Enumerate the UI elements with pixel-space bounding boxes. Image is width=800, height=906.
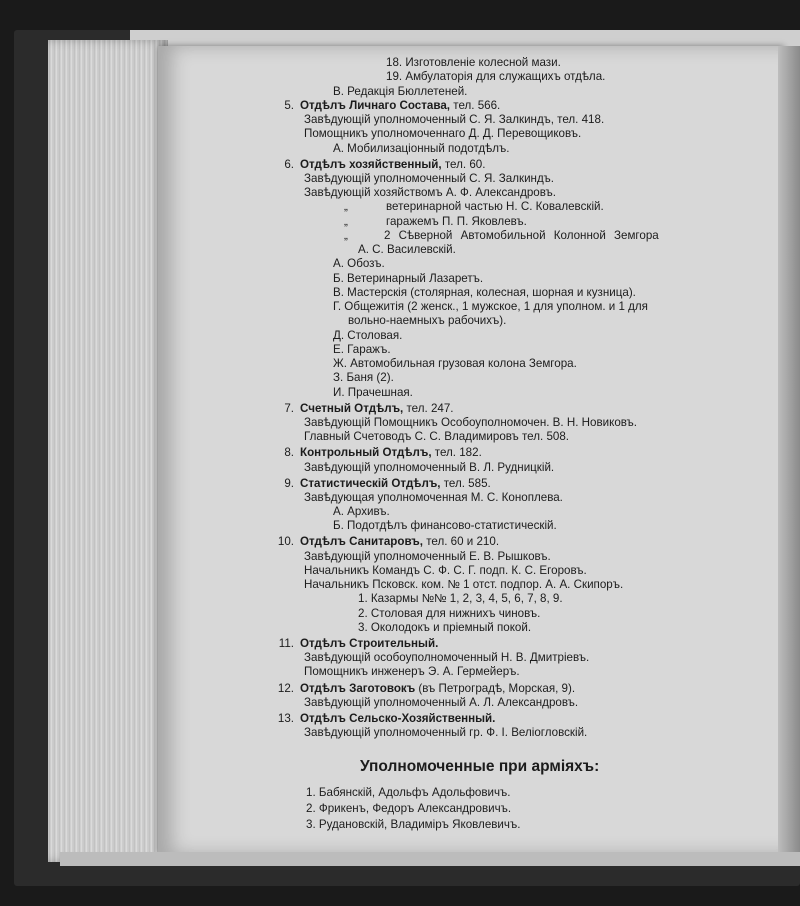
subsection-line: Ж. Автомобильная грузовая колона Земгора. <box>333 357 577 371</box>
section-number: 9. <box>284 476 294 490</box>
subsection-line: 3. Околодокъ и пріемный покой. <box>358 620 532 634</box>
subsection-line: И. Прачешная. <box>333 385 413 399</box>
section-heading: Отдѣлъ Сельско-Хозяйственный. <box>300 711 496 725</box>
section-line: Начальникъ Командъ С. Ф. С. Г. подп. К. С. Егоровъ. <box>304 563 587 577</box>
top-line: 19. Амбулаторія для служащихъ отдѣла. <box>386 70 606 84</box>
section-line: А. Мобилизаціонный подотдѣлъ. <box>333 141 510 155</box>
subsection-line: В. Мастерскія (столярная, колесная, шорная и кузница). <box>333 285 636 299</box>
armies-heading: Уполномоченные при арміяхъ: <box>360 758 600 775</box>
section-heading: Отдѣлъ Заготовокъ (въ Петроградѣ, Морская, 9). <box>300 681 576 695</box>
section-heading: Счетный Отдѣлъ, тел. 247. <box>300 401 454 415</box>
ditto-mark: „ <box>344 214 348 228</box>
subsection-line: Е. Гаражъ. <box>333 342 391 356</box>
top-line: 18. Изготовленіе колесной мази. <box>386 56 561 69</box>
section-heading: Отдѣлъ Строительный. <box>300 636 439 650</box>
section-line: Помощникъ инженеръ Э. А. Гермейеръ. <box>304 665 520 679</box>
section-line: Завѣдующій особоуполномоченный Н. В. Дмитріевъ. <box>304 651 590 665</box>
subsection-line: 2. Столовая для нижнихъ чиновъ. <box>358 606 541 620</box>
section-number: 6. <box>284 157 294 171</box>
section-number: 8. <box>284 446 294 460</box>
section-line: Завѣдующая уполномоченная М. С. Коноплева. <box>304 490 563 504</box>
section-line: Завѣдующій уполномоченный С. Я. Залкиндъ. <box>304 171 554 185</box>
section-line: ветеринарной частью Н. С. Ковалевскій. <box>386 200 604 214</box>
section-line: 2 Сѣверной Автомобильной Колонной Земгора <box>384 228 659 242</box>
section-line: Завѣдующій уполномоченный С. Я. Залкиндъ, тел. 418. <box>304 113 605 126</box>
subsection-line: А. Архивъ. <box>333 505 390 518</box>
section-heading: Статистическій Отдѣлъ, тел. 585. <box>300 476 491 490</box>
section-line: Завѣдующій уполномоченный Е. В. Рышковъ. <box>304 549 551 563</box>
section-line: Завѣдующій хозяйствомъ А. Ф. Александровъ. <box>304 186 556 200</box>
armies-item: 3. Рудановскій, Владиміръ Яковлевичъ. <box>306 818 521 831</box>
top-line: В. Редакція Бюллетеней. <box>333 84 468 98</box>
section-line: Завѣдующій Помощникъ Особоуполномочен. В. Н. Новиковъ. <box>304 415 638 429</box>
armies-item: 2. Фрикенъ, Федоръ Александровичъ. <box>306 802 512 815</box>
section-number: 10. <box>277 535 294 549</box>
section-line: Главный Счетоводъ С. С. Владимировъ тел. 508. <box>304 430 570 444</box>
section-heading: Отдѣлъ хозяйственный, тел. 60. <box>300 157 486 171</box>
ditto-mark: „ <box>344 228 348 242</box>
section-heading: Контрольный Отдѣлъ, тел. 182. <box>300 446 482 460</box>
subsection-line: Г. Общежитія (2 женск., 1 мужское, 1 для уполном. и 1 для <box>333 300 648 314</box>
ditto-mark: „ <box>344 200 348 214</box>
subsection-line: Б. Ветеринарный Лазаретъ. <box>333 271 484 285</box>
subsection-line: Б. Подотдѣлъ финансово-статистическій. <box>333 519 557 533</box>
armies-item: 1. Бабянскій, Адольфъ Адольфовичъ. <box>306 786 511 799</box>
section-line: Помощникъ уполномоченнаго Д. Д. Перевощиковъ. <box>304 127 582 141</box>
subsection-line: вольно-наемныхъ рабочихъ). <box>348 314 507 328</box>
section-line: Завѣдующій уполномоченный В. Л. Рудницкій. <box>304 460 555 474</box>
subsection-line: З. Баня (2). <box>333 371 394 385</box>
subsection-line: Д. Столовая. <box>333 328 403 342</box>
section-heading: Отдѣлъ Санитаровъ, тел. 60 и 210. <box>300 535 500 549</box>
section-number: 7. <box>284 401 294 415</box>
section-line: Завѣдующій уполномоченный А. Л. Александровъ. <box>304 695 579 709</box>
section-heading: Отдѣлъ Личнаго Состава, тел. 566. <box>300 98 501 112</box>
section-line: Завѣдующій уполномоченный гр. Ф. І. Веліогловскій. <box>304 726 588 739</box>
subsection-line: А. Обозъ. <box>333 257 385 271</box>
section-line: Начальникъ Псковск. ком. № 1 отст. подпор. А. А. Скипоръ. <box>304 578 624 592</box>
section-number: 12. <box>277 681 294 695</box>
section-number: 13. <box>277 711 294 725</box>
section-number: 5. <box>284 98 294 112</box>
section-line: А. С. Василевскій. <box>358 243 456 257</box>
section-number: 11. <box>278 636 294 650</box>
section-line: гаражемъ П. П. Яковлевъ. <box>386 214 527 228</box>
subsection-line: 1. Казармы №№ 1, 2, 3, 4, 5, 6, 7, 8, 9. <box>358 592 563 606</box>
